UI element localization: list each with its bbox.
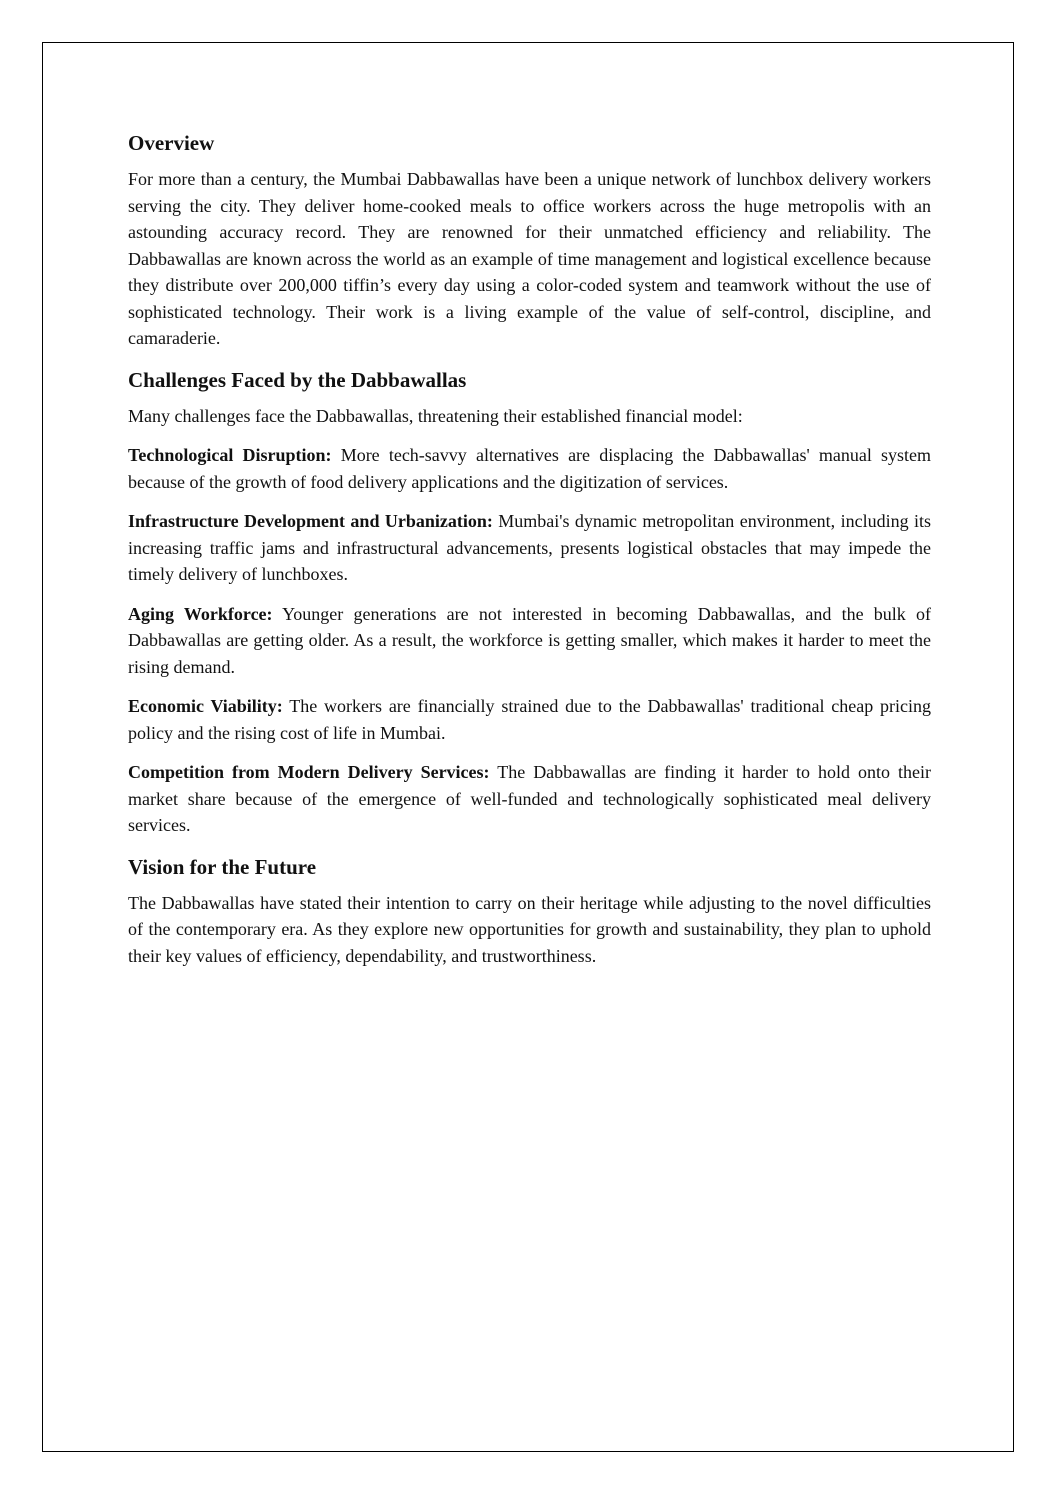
section-challenges — [128, 365, 931, 839]
challenge-item-economic-viability — [128, 693, 931, 746]
challenge-item-infrastructure — [128, 508, 931, 588]
challenges-intro: Many challenges face the Dabbawallas, threatening their established financial model: — [128, 405, 743, 426]
section-overview — [128, 128, 931, 352]
challenge-text: Younger generations are not interested in becoming Dabbawallas, and the bulk of Dabbawallas are getting older. As a result, the workforce is getting smaller, which makes it harder to meet the rising demand. — [128, 603, 932, 677]
heading-challenges: Challenges Faced by the Dabbawallas — [128, 367, 467, 392]
section-vision — [128, 852, 931, 970]
challenge-text: The Dabbawallas are finding it harder to hold onto their market share because of the emergence of well-funded and technologically sophisticated meal delivery services. — [128, 762, 932, 835]
challenge-term: Competition from Modern Delivery Services: — [128, 762, 490, 782]
challenge-item-aging-workforce — [128, 601, 931, 681]
challenge-term: Technological Disruption: — [128, 445, 332, 465]
vision-paragraph: The Dabbawallas have stated their intention to carry on their heritage while adjusting to the novel difficulties of the contemporary era. As they explore new opportunities for growth and sustainability, they plan to uphold their key values of efficiency, dependability, and trustworthiness. — [128, 892, 931, 966]
challenge-item-competition — [128, 759, 931, 839]
challenge-text: Mumbai's dynamic metropolitan environment, including its increasing traffic jams and infrastructural advancements, presents logistical obstacles that may impede the timely delivery of lunchboxes. — [128, 511, 931, 584]
challenge-item-technological-disruption — [128, 442, 931, 495]
challenge-text: The workers are financially strained due to the Dabbawallas' traditional cheap pricing policy and the rising cost of life in Mumbai. — [128, 696, 931, 743]
challenge-text: More tech-savvy alternatives are displacing the Dabbawallas' manual system because of the growth of food delivery applications and the digitization of services. — [128, 445, 931, 492]
challenge-term: Aging Workforce: — [128, 603, 273, 624]
challenge-term: Infrastructure Development and Urbanization: — [128, 511, 493, 531]
overview-paragraph: For more than a century, the Mumbai Dabbawallas have been a unique network of lunchbox delivery workers serving the city. They deliver home-cooked meals to office workers across the huge metropolis with an astounding accuracy record. They are renowned for their unmatched efficiency and reliability. The Dabbawallas are known across the world as an example of time management and logistical excellence because they distribute over 200,000 tiffin’s every day using a color-coded system and teamwork without the use of sophisticated technology. Their work is a living example of the value of self-control, discipline, and camaraderie. — [128, 169, 931, 348]
heading-overview: Overview — [128, 131, 215, 155]
document-body — [128, 128, 931, 982]
challenge-term: Economic Viability: — [128, 696, 283, 716]
heading-vision: Vision for the Future — [128, 854, 317, 879]
